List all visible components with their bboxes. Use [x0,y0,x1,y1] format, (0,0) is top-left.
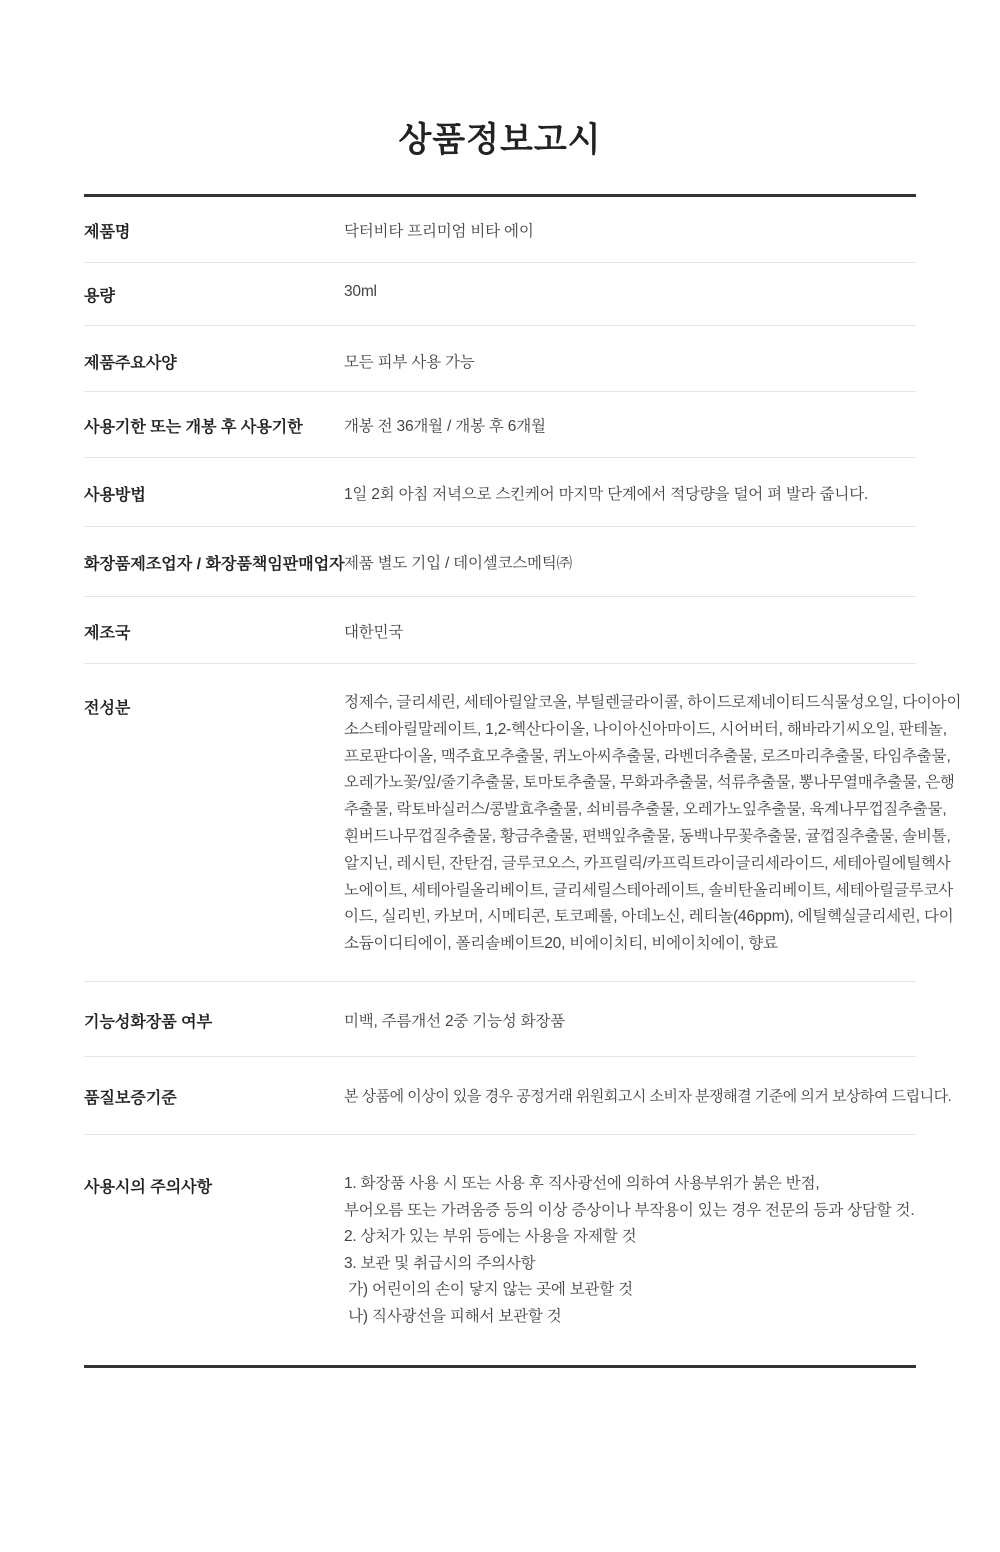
row-label: 제조국 [84,625,131,642]
row-label: 품질보증기준 [84,1090,177,1107]
info-row-quality-guarantee [84,1056,952,1135]
page-title: 상품정보고시 [398,121,602,159]
row-label: 용량 [84,288,115,305]
info-row-precautions [84,1134,916,1364]
row-value: 30ml [344,283,377,300]
precaution-line: 나) 직사광선을 피해서 보관할 것 [344,1307,562,1325]
info-row-volume [84,262,916,326]
row-label: 사용기한 또는 개봉 후 사용기한 [84,419,303,436]
precaution-line: 가) 어린이의 손이 닿지 않는 곳에 보관할 것 [344,1281,633,1298]
row-value: 1일 2회 아침 저녁으로 스킨케어 마지막 단계에서 적당량을 덜어 펴 발라 줍니다. [344,486,869,503]
ingredients-line: 이드, 실리빈, 카보머, 시메티콘, 토코페롤, 아데노신, 레티놀(46ppm), 에틸헥실글리세린, 다이 [344,908,954,926]
ingredients-line: 프로판다이올, 맥주효모추출물, 퀴노아씨추출물, 라벤더추출물, 로즈마리추출물, 타임추출물, [344,747,951,765]
row-label: 사용방법 [84,487,146,504]
ingredients-line: 추출물, 락토바실러스/콩발효추출물, 쇠비름추출물, 오레가노잎추출물, 육계나무껍질추출물, [344,801,947,819]
precaution-line: 3. 보관 및 취급시의 주의사항 [344,1254,536,1272]
info-row-main-spec [84,325,916,392]
ingredients-line: 알지닌, 레시틴, 잔탄검, 글루코오스, 카프릴릭/카프릭트라이글리세라이드, 세테아릴에틸헥사 [344,854,951,872]
row-value: 모든 피부 사용 가능 [344,354,475,371]
precaution-line: 부어오름 또는 가려움증 등의 이상 증상이나 부작용이 있는 경우 전문의 등과 상담할 것. [344,1201,915,1219]
row-value: 닥터비타 프리미엄 비타 에이 [344,223,534,240]
row-label: 전성분 [84,700,131,717]
precaution-line: 1. 화장품 사용 시 또는 사용 후 직사광선에 의하여 사용부위가 붉은 반점, [344,1175,820,1192]
ingredients-line: 소스테아릴말레이트, 1,2-헥산다이올, 나이아신아마이드, 시어버터, 해바라기씨오일, 판테놀, [344,720,947,738]
info-row-product-name [84,197,916,263]
ingredients-line: 흰버드나무껍질추출물, 황금추출물, 편백잎추출물, 동백나무꽃추출물, 귤껍질추출물, 솔비톨, [344,827,951,845]
row-value: 대한민국 [344,624,404,641]
ingredients-line: 정제수, 글리세린, 세테아릴알코올, 부틸렌글라이콜, 하이드로제네이티드식물성오일, 다이아이 [344,694,962,711]
info-row-country [84,596,916,664]
ingredients-line: 오레가노꽃/잎/줄기추출물, 토마토추출물, 무화과추출물, 석류추출물, 뽕나무열매추출물, 은행 [344,774,955,792]
info-row-functional [84,981,916,1057]
row-label: 화장품제조업자 / 화장품책임판매업자 [84,556,345,573]
precautions-list [344,1171,919,1330]
row-value: 미백, 주름개선 2중 기능성 화장품 [344,1013,566,1030]
info-row-expiry [84,391,916,458]
ingredients-list [344,690,962,958]
info-row-manufacturer [84,526,916,597]
row-label: 제품주요사양 [84,355,177,372]
ingredients-line: 소듐이디티에이, 폴리솔베이트20, 비에이치티, 비에이치에이, 향료 [344,935,778,953]
table-bottom-rule [84,1365,916,1368]
row-value: 개봉 전 36개월 / 개봉 후 6개월 [344,418,546,435]
row-value: 본 상품에 이상이 있을 경우 공정거래 위원회고시 소비자 분쟁해결 기준에 의거 보상하여 드립니다. [344,1088,952,1105]
info-row-ingredients [84,663,962,982]
info-row-usage [84,457,916,527]
precaution-line: 2. 상처가 있는 부위 등에는 사용을 자제할 것 [344,1228,637,1245]
row-label: 제품명 [84,224,131,241]
row-label: 기능성화장품 여부 [84,1014,213,1031]
ingredients-line: 노에이트, 세테아릴올리베이트, 글리세릴스테아레이트, 솔비탄올리베이트, 세테아릴글루코사 [344,881,954,899]
row-value: 제품 별도 기입 / 데이셀코스메틱㈜ [344,555,572,572]
row-label: 사용시의 주의사항 [84,1179,213,1196]
